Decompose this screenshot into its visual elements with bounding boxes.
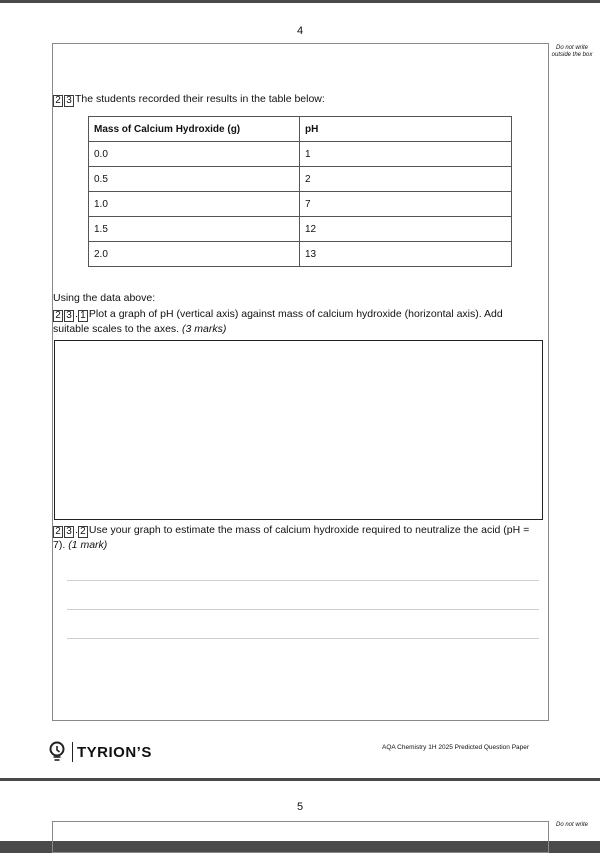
question-number-box: 3 xyxy=(64,95,74,107)
question-number-box: 2 xyxy=(53,310,63,322)
table-row xyxy=(89,242,512,267)
cell-mass: 1.5 xyxy=(89,217,300,242)
question-number-box: 2 xyxy=(53,526,63,538)
cell-ph: 13 xyxy=(300,242,512,267)
cell-mass: 1.0 xyxy=(89,192,300,217)
question-intro xyxy=(53,92,325,107)
part-2-marks: (1 mark) xyxy=(68,539,108,551)
part-2-text: Use your graph to estimate the mass of calcium hydroxide required to neutralize the acid (pH = xyxy=(88,524,530,536)
cell-ph: 1 xyxy=(300,142,512,167)
brand-logo xyxy=(48,741,152,763)
cell-mass: 0.5 xyxy=(89,167,300,192)
question-number-box: 3 xyxy=(64,526,74,538)
question-number-box: 3 xyxy=(64,310,74,322)
exam-page xyxy=(0,3,600,778)
table-row xyxy=(89,142,512,167)
cell-mass: 0.0 xyxy=(89,142,300,167)
cell-ph: 2 xyxy=(300,167,512,192)
cell-mass: 2.0 xyxy=(89,242,300,267)
logo-divider xyxy=(72,742,73,762)
paper-title: AQA Chemistry 1H 2025 Predicted Question Paper xyxy=(382,744,530,751)
table-row xyxy=(89,192,512,217)
column-header-ph: pH xyxy=(300,117,512,142)
table-row xyxy=(89,167,512,192)
part-1-marks: (3 marks) xyxy=(182,323,227,335)
logo-text: TYRION’S xyxy=(77,743,152,761)
margin-note: Do not write outside the box xyxy=(551,45,593,58)
part-2-text-continued: 7). xyxy=(53,539,66,551)
question-number-box: 2 xyxy=(53,95,63,107)
question-part-1: 2 3 . 1 Plot a graph of pH (vertical axis) against mass of calcium hydroxide (horizontal axis). Add suitable scales to the axes. (3 marks) xyxy=(53,308,503,335)
table-row xyxy=(89,217,512,242)
results-table xyxy=(88,116,512,267)
answer-line[interactable] xyxy=(67,580,539,581)
question-number-box: 2 xyxy=(78,526,88,538)
margin-note: Do not write xyxy=(555,822,588,828)
answer-line[interactable] xyxy=(67,609,539,610)
cell-ph: 7 xyxy=(300,192,512,217)
intro-text: The students recorded their results in the table below: xyxy=(75,93,325,105)
question-number-box: 1 xyxy=(78,310,88,322)
part-1-text: Plot a graph of pH (vertical axis) against mass of calcium hydroxide (horizontal axis). Add xyxy=(88,308,503,320)
cell-ph: 12 xyxy=(300,217,512,242)
question-part-2: 2 3 . 2 Use your graph to estimate the mass of calcium hydroxide required to neutralize the acid (pH = 7). (1 mark) xyxy=(53,524,530,551)
answer-line[interactable] xyxy=(67,638,539,639)
column-header-mass: Mass of Calcium Hydroxide (g) xyxy=(89,117,300,142)
table-header-row xyxy=(89,117,512,142)
graph-answer-area[interactable] xyxy=(54,340,543,520)
lightbulb-icon xyxy=(48,741,66,763)
page-number: 5 xyxy=(296,801,304,813)
page-number: 4 xyxy=(296,25,304,37)
part-1-text-continued: suitable scales to the axes. xyxy=(53,323,180,335)
next-exam-page xyxy=(0,781,600,841)
using-data-text: Using the data above: xyxy=(53,292,156,304)
